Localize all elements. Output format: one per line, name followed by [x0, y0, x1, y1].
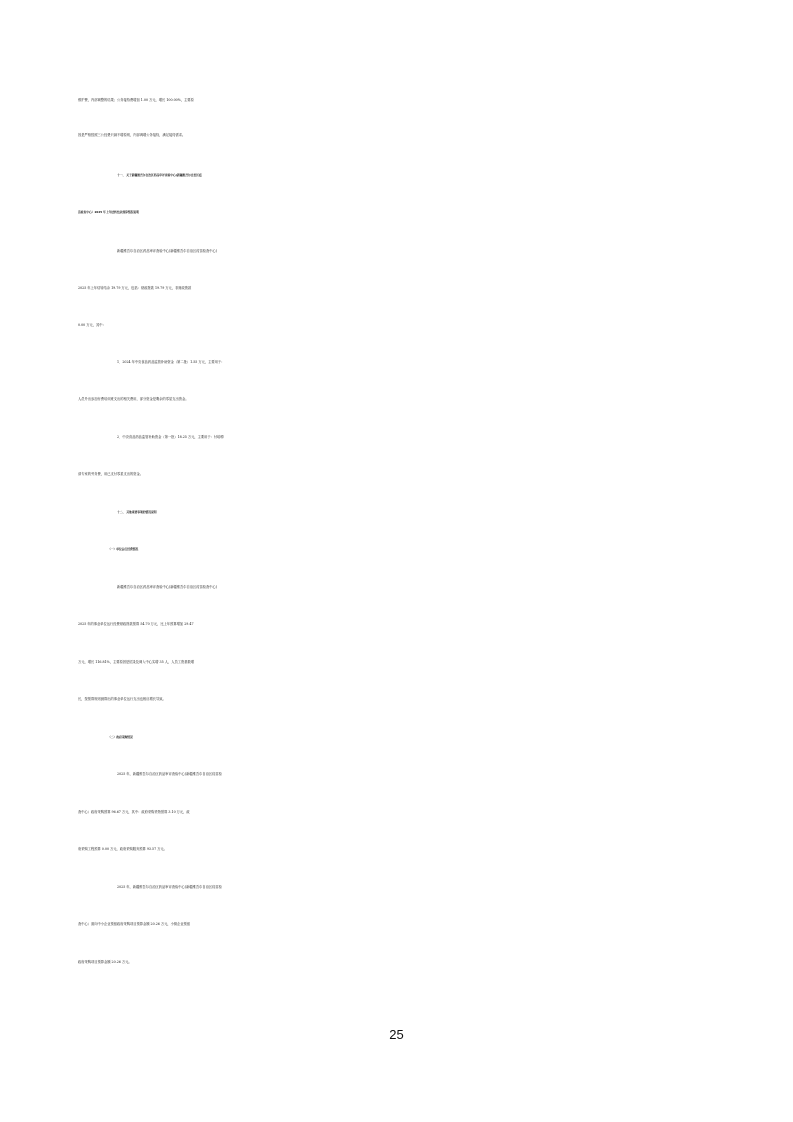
- body-text-line: 请专家的劳务费，用已支付零星支出的资金。: [78, 472, 143, 476]
- body-text-line: 2025 年上年结转结余 19.79 万元，包括：财政拨款 19.79 万元，非财政拨款: [78, 286, 192, 290]
- body-text-line: 0.00 万元，其中：: [78, 323, 106, 327]
- body-text-line: 查中心）面向中小企业预留政府采购项目预算金额 20.26 万元，小微企业预留: [78, 922, 191, 926]
- body-text-line: 新疆维吾尔自治区药品审评查验中心(新疆维吾尔自治区疫苗检查中心): [117, 249, 218, 253]
- body-text-line: 府采购工程预算 0.00 万元，政府采购服务预算 93.57 万元。: [78, 847, 167, 851]
- body-text-line: 2025 年，新疆维吾尔自治区药品审评查验中心(新疆维吾尔自治区疫苗检: [117, 885, 222, 889]
- body-text-line: 因是严格按照三公经费只减不增原则，内部调增公务接待，满足接待需求。: [78, 133, 186, 137]
- subsection-heading: （一）单位运行经费情况: [108, 547, 139, 551]
- body-text-line: 万元，增长 116.81%，主要原因是招录及调入中心实增 35 人，人员工资基数增: [78, 660, 194, 664]
- section-heading: 十二、 其他重要事项的情况说明: [117, 510, 157, 514]
- body-text-line: 人员外出参加付费培训班支出的相关费用，部分资金是剩余的零星支出资金。: [78, 397, 189, 401]
- subsection-heading: （二）政府采购情况: [108, 735, 133, 739]
- body-text-line: 新疆维吾尔自治区药品审评查验中心(新疆维吾尔自治区疫苗检查中心): [117, 585, 218, 589]
- page-number: 25: [389, 1027, 404, 1042]
- body-text-line: 维护费，内部调整的结果；公务接待费增加 1.00 万元，增长 100.00%，主要原: [78, 98, 194, 102]
- section-heading: 十一、 关于新疆维吾尔自治区药品审评查验中心(新疆维吾尔自治区疫: [117, 173, 202, 177]
- body-text-line: 政府采购项目预算金额 20.26 万元。: [78, 960, 132, 964]
- body-text-line: 长，按预算规则测算出的事业单位运行支出也相应增长导致。: [78, 697, 166, 701]
- body-text-line: 2025 年的事业单位运行经费财政拨款预算 54.70 万元，比上年预算增加 29.47: [78, 622, 194, 626]
- section-heading: 苗检查中心）2025 年上年结转结余预算情况说明: [78, 210, 139, 214]
- body-text-line: 查中心）政府采购预算 96.67 万元，其中：政府采购货物预算 3.10 万元，政: [78, 810, 190, 814]
- body-text-line: 2025 年，新疆维吾尔自治区药品审评查验中心(新疆维吾尔自治区疫苗检: [117, 772, 222, 776]
- body-text-line: 2．中央食品药品监管补助资金（第一批）18.25 万元，主要用于：付给聘: [117, 435, 224, 439]
- body-text-line: 1．2024 年中央食品药品监管补助资金（第二批）1.55 万元，主要用于：: [117, 360, 225, 364]
